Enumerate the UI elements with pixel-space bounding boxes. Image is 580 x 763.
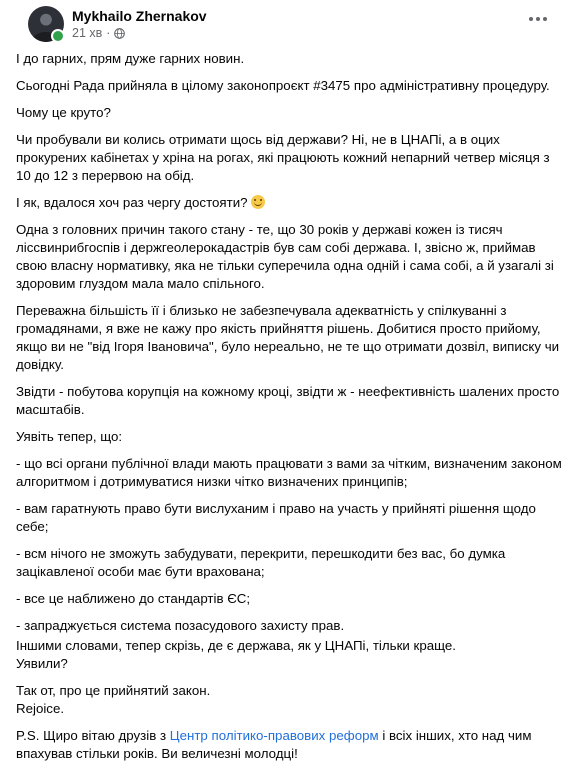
more-options-icon [529, 17, 533, 21]
list-item-2: - вам гаратнують право бути вислуханим і право на участь у прийняті рішення щодо себе; [16, 501, 536, 534]
author-block [72, 7, 207, 41]
page-mention-link[interactable]: Центр політико-правових реформ [169, 728, 379, 743]
ps-text-after: і всіх інших, хто над чим впахував стільки років. Ви величезні молодці! [16, 728, 532, 761]
paragraph-6: Одна з головних причин такого стану - те, що 30 років у державі кожен із тисяч ліссвинрибгоспів і держгеолерокадастрів був сам собі держава. І, звісно ж, приймав свою власну нормативку, яка не тільки суперечила одна одній і сама собі, а й узагалі зі здоровим глуздом мала мало спільного. [16, 222, 554, 291]
list-item-3: - всм нічого не зможуть забудувати, перекрити, перешкодити без вас, бо думка зацікавленої особи має бути врахована; [16, 546, 506, 579]
paragraph-16-line-1: Так от, про це прийнятий закон. [16, 683, 211, 698]
globe-icon [114, 28, 125, 39]
paragraph-9: Уявіть тепер, що: [16, 429, 123, 444]
ps-text-before: P.S. Щиро вітаю друзів з [16, 728, 170, 743]
list-item-4: - все це наближено до стандартів ЄС; [16, 591, 251, 606]
author-name[interactable]: Mykhailo Zhernakov [72, 8, 207, 24]
paragraph-15-line-2: Уявили? [16, 656, 68, 671]
post-timestamp[interactable]: 21 хв [72, 26, 103, 40]
paragraph-4: Чи пробували ви колись отримати щось від держави? Ні, не в ЦНАПі, а в оцих прокурених кабінетах у хріна на рогах, які працюють кожний непарний четвер місяця з 10 до 12 з перервою на обід. [16, 132, 550, 183]
paragraph-1: І до гарних, прям дуже гарних новин. [16, 51, 245, 66]
online-status-indicator [51, 29, 65, 43]
list-item-5: - запраджується система позасудового захисту прав. [16, 618, 345, 633]
paragraph-3: Чому це круто? [16, 105, 111, 120]
smile-emoji-icon [251, 195, 265, 209]
more-options-button[interactable] [524, 10, 552, 28]
paragraph-16-line-2: Rejoice. [16, 701, 65, 716]
paragraph-15 [16, 637, 566, 673]
paragraph-7: Переважна більшість її і близько не забезпечувала адекватність у спілкуванні з громадянами, я вже не кажу про якість прийняття рішень. Добитися просто прийому, якщо ви не "від Ігоря Івановича", було нереально, не те що отримати дозвіл, виписку чи довідку. [16, 303, 560, 372]
post-meta: 21 хв · [72, 25, 207, 41]
paragraph-8: Звідти - побутова корупція на кожному кроці, звідти ж - неефективність шалених просто масштабів. [16, 384, 560, 417]
paragraph-5 [16, 194, 566, 212]
paragraph-2: Сьогодні Рада прийняла в цілому законопроєкт #3475 про адміністративну процедуру. [16, 78, 550, 93]
paragraph-17 [16, 727, 566, 763]
paragraph-5-text: І як, вдалося хоч раз чергу достояти? [16, 195, 248, 210]
post-header [14, 0, 566, 50]
post-content [14, 50, 566, 763]
paragraph-15-line-1: Іншими словами, тепер скрізь, де є держава, як у ЦНАПі, тільки краще. [16, 638, 456, 653]
author-avatar[interactable] [28, 6, 64, 42]
paragraph-16 [16, 682, 566, 718]
list-item-1: - що всі органи публічної влади мають працювати з вами за чітким, визначеним законом алгоритмом і дотримуватися низки чітко визначених принципів; [16, 456, 562, 489]
